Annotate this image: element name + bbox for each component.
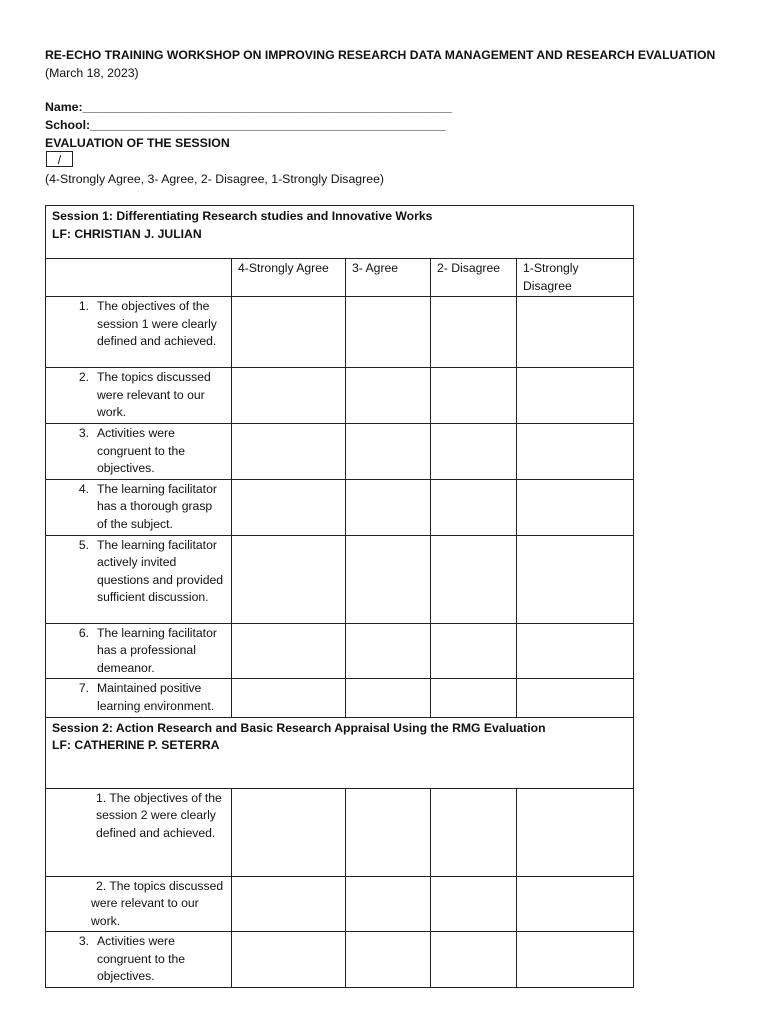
session-2-facilitator: LF: CATHERINE P. SETERRA xyxy=(52,738,220,753)
item-text: The learning facilitator has a professional demeanor. xyxy=(97,625,217,675)
item-cell xyxy=(46,423,232,479)
item-text: 2. The topics discussed were relevant to our work. xyxy=(91,878,224,928)
rating-cell-3[interactable] xyxy=(346,679,431,717)
rating-cell-1[interactable] xyxy=(517,297,634,368)
table-row xyxy=(46,788,634,876)
col-header-strongly-disagree: 1-Strongly Disagree xyxy=(517,259,634,297)
item-number: 1. xyxy=(78,299,89,314)
rating-cell-1[interactable] xyxy=(517,788,634,876)
item-cell xyxy=(46,876,232,932)
session-2-header xyxy=(46,717,634,788)
item-number: 3. xyxy=(78,934,89,949)
rating-cell-2[interactable] xyxy=(431,535,517,623)
rating-cell-2[interactable] xyxy=(431,623,517,679)
evaluation-table xyxy=(45,205,634,988)
rating-cell-4[interactable] xyxy=(232,535,346,623)
item-text: The learning facilitator has a thorough grasp of the subject. xyxy=(97,481,217,531)
rating-cell-1[interactable] xyxy=(517,423,634,479)
table-row xyxy=(46,932,634,988)
rating-cell-1[interactable] xyxy=(517,932,634,988)
rating-cell-1[interactable] xyxy=(517,876,634,932)
item-number: 7. xyxy=(78,681,89,696)
rating-cell-3[interactable] xyxy=(346,788,431,876)
rating-cell-1[interactable] xyxy=(517,535,634,623)
col-header-strongly-agree: 4-Strongly Agree xyxy=(232,259,346,297)
item-number: 5. xyxy=(78,537,89,552)
rating-cell-1[interactable] xyxy=(517,623,634,679)
rating-cell-4[interactable] xyxy=(232,297,346,368)
item-text: Activities were congruent to the objectives. xyxy=(97,934,186,984)
item-cell xyxy=(46,535,232,623)
rating-cell-2[interactable] xyxy=(431,679,517,717)
rating-cell-2[interactable] xyxy=(431,297,517,368)
rating-cell-3[interactable] xyxy=(346,535,431,623)
table-row xyxy=(46,535,634,623)
table-row xyxy=(46,623,634,679)
name-field[interactable]: Name:______________________________________________________ xyxy=(45,100,452,114)
rating-cell-2[interactable] xyxy=(431,368,517,424)
col-header-agree: 3- Agree xyxy=(346,259,431,297)
session-1-facilitator: LF: CHRISTIAN J. JULIAN xyxy=(52,226,202,241)
item-cell xyxy=(46,479,232,535)
item-cell xyxy=(46,297,232,368)
item-cell xyxy=(46,368,232,424)
column-header-row xyxy=(46,259,634,297)
empty-header-cell xyxy=(46,259,232,297)
session-2-header-row xyxy=(46,717,634,788)
rating-cell-3[interactable] xyxy=(346,479,431,535)
item-text: The topics discussed were relevant to our work. xyxy=(97,370,211,420)
item-number: 4. xyxy=(78,481,89,496)
session-1-title: Session 1: Differentiating Research studies and Innovative Works xyxy=(52,209,433,223)
rating-cell-3[interactable] xyxy=(346,623,431,679)
rating-cell-4[interactable] xyxy=(232,479,346,535)
item-cell xyxy=(46,788,232,876)
workshop-title: RE-ECHO TRAINING WORKSHOP ON IMPROVING RESEARCH DATA MANAGEMENT AND RESEARCH EVALUATION xyxy=(45,48,716,62)
table-row xyxy=(46,297,634,368)
session-2-title: Session 2: Action Research and Basic Research Appraisal Using the RMG Evaluation xyxy=(52,720,546,735)
item-text: 1. The objectives of the session 2 were clearly defined and achieved. xyxy=(96,790,222,840)
rating-cell-1[interactable] xyxy=(517,679,634,717)
school-field[interactable]: School:____________________________________________________ xyxy=(45,118,446,132)
rating-cell-4[interactable] xyxy=(232,679,346,717)
table-row xyxy=(46,876,634,932)
table-row xyxy=(46,479,634,535)
rating-cell-4[interactable] xyxy=(232,423,346,479)
col-header-disagree: 2- Disagree xyxy=(431,259,517,297)
session-1-header xyxy=(46,206,634,259)
rating-cell-3[interactable] xyxy=(346,368,431,424)
rating-cell-3[interactable] xyxy=(346,297,431,368)
rating-cell-4[interactable] xyxy=(232,623,346,679)
rating-cell-1[interactable] xyxy=(517,368,634,424)
workshop-date: (March 18, 2023) xyxy=(45,66,139,80)
item-number: 6. xyxy=(78,625,89,640)
item-number: 2. xyxy=(78,370,89,385)
item-cell xyxy=(46,623,232,679)
rating-cell-4[interactable] xyxy=(232,368,346,424)
rating-cell-1[interactable] xyxy=(517,479,634,535)
rating-cell-2[interactable] xyxy=(431,932,517,988)
item-cell xyxy=(46,932,232,988)
rating-cell-3[interactable] xyxy=(346,932,431,988)
rating-cell-4[interactable] xyxy=(232,932,346,988)
session-1-header-row xyxy=(46,206,634,259)
rating-cell-4[interactable] xyxy=(232,876,346,932)
rating-cell-2[interactable] xyxy=(431,876,517,932)
table-row xyxy=(46,423,634,479)
item-number: 3. xyxy=(78,425,89,440)
table-row xyxy=(46,368,634,424)
item-cell xyxy=(46,679,232,717)
rating-cell-4[interactable] xyxy=(232,788,346,876)
evaluation-heading: EVALUATION OF THE SESSION xyxy=(45,136,230,150)
item-text: The learning facilitator actively invited questions and provided sufficient discussion. xyxy=(97,537,224,605)
item-text: The objectives of the session 1 were clearly defined and achieved. xyxy=(97,299,217,349)
rating-cell-3[interactable] xyxy=(346,423,431,479)
rating-scale-legend: (4-Strongly Agree, 3- Agree, 2- Disagree, 1-Strongly Disagree) xyxy=(45,172,385,186)
checkbox[interactable]: / xyxy=(46,151,73,167)
rating-cell-2[interactable] xyxy=(431,423,517,479)
rating-cell-2[interactable] xyxy=(431,479,517,535)
item-text: Activities were congruent to the objectives. xyxy=(97,425,186,476)
table-row xyxy=(46,679,634,717)
rating-cell-3[interactable] xyxy=(346,876,431,932)
rating-cell-2[interactable] xyxy=(431,788,517,876)
item-text: Maintained positive learning environment. xyxy=(97,681,215,713)
